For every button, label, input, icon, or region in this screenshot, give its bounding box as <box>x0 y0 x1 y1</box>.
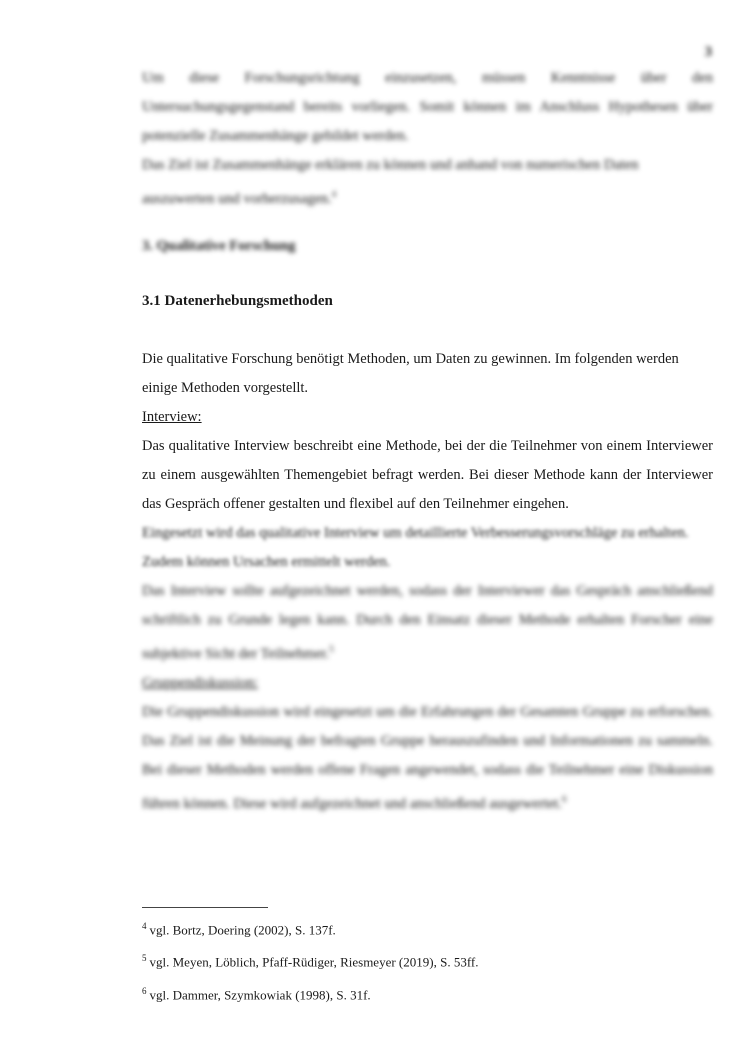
footnote-text: vgl. Dammer, Szymkowiak (1998), S. 31f. <box>149 986 371 1002</box>
footnote-item <box>142 944 702 976</box>
group-discussion-paragraph <box>142 698 713 819</box>
footnote-item <box>142 912 702 944</box>
footnote-divider <box>142 907 268 908</box>
footnote-number: 5 <box>142 953 147 964</box>
footnotes <box>142 912 702 1009</box>
footnote-text: vgl. Meyen, Löblich, Pfaff-Rüdiger, Riesmeyer (2019), S. 53ff. <box>149 954 479 970</box>
intro-paragraph-1: Um diese Forschungsrichtung einzusetzen, müssen Kenntnisse über den Untersuchungsgegenstand bereits vorliegen. Somit können im Anschluss Hypothesen über potenzielle Zusammenhänge gebildet werden. <box>142 70 713 144</box>
footnote-number: 6 <box>142 985 147 996</box>
intro-paragraph-2 <box>142 151 713 214</box>
footnote-number: 4 <box>142 921 147 931</box>
footnote-ref-6: 6 <box>561 793 567 804</box>
footnote-text: vgl. Bortz, Doering (2002), S. 137f. <box>149 922 336 938</box>
group-discussion-heading: Gruppendiskussion: <box>142 674 258 691</box>
body-text <box>142 345 713 819</box>
intro-paragraph-2-text: Das Ziel ist Zusammenhänge erklären zu können und anhand von numerischen Daten auszuwerten und vorherzusagen. <box>142 157 639 207</box>
footnote-ref-4: 4 <box>331 189 337 199</box>
section-heading: 3. Qualitative Forschung <box>142 238 296 254</box>
footnote-item <box>142 977 702 1009</box>
blurred-section <box>142 577 713 819</box>
interview-paragraph-3-text: Das Interview sollte aufgezeichnet werden, sodass der Interviewer das Gespräch anschließend schriftlich zu Grunde legen kann. Durch den Einsatz dieser Methode erhalten Forscher eine subjektive Sicht der Teilnehmer. <box>142 583 713 662</box>
interview-paragraph: Das qualitative Interview beschreibt eine Methode, bei der die Teilnehmer von einem Interviewer zu einem ausgewählten Themengebiet befragt werden. Bei dieser Methode kann der Interviewer das Gespräch offener gestalten und flexibel auf den Teilnehmer eingehen. <box>142 438 713 512</box>
interview-heading: Interview: <box>142 409 202 425</box>
group-discussion-paragraph-text: Die Gruppendiskussion wird eingesetzt um die Erfahrungen der Gesamten Gruppe zu erforschen. Das Ziel ist die Meinung der befragten Gruppe herauszufinden und Informationen zu sammeln. Bei dieser Methoden werden offene Fragen angewendet, sodass die Teilnehmer eine Diskussion führen können. Diese wird aufgezeichnet und anschließend ausgewertet. <box>142 703 713 812</box>
methods-intro-paragraph: Die qualitative Forschung benötigt Methoden, um Daten zu gewinnen. Im folgenden werden einige Methoden vorgestellt. <box>142 351 679 396</box>
footnote-ref-5: 5 <box>329 644 334 654</box>
interview-paragraph-3 <box>142 577 713 669</box>
interview-paragraph-2: Eingesetzt wird das qualitative Interview um detaillierte Verbesserungsvorschläge zu erhalten. Zudem können Ursachen ermittelt werden. <box>142 525 689 570</box>
subsection-heading: 3.1 Datenerhebungsmethoden <box>142 293 333 309</box>
intro-text <box>142 64 713 214</box>
page-number: 3 <box>704 44 712 60</box>
